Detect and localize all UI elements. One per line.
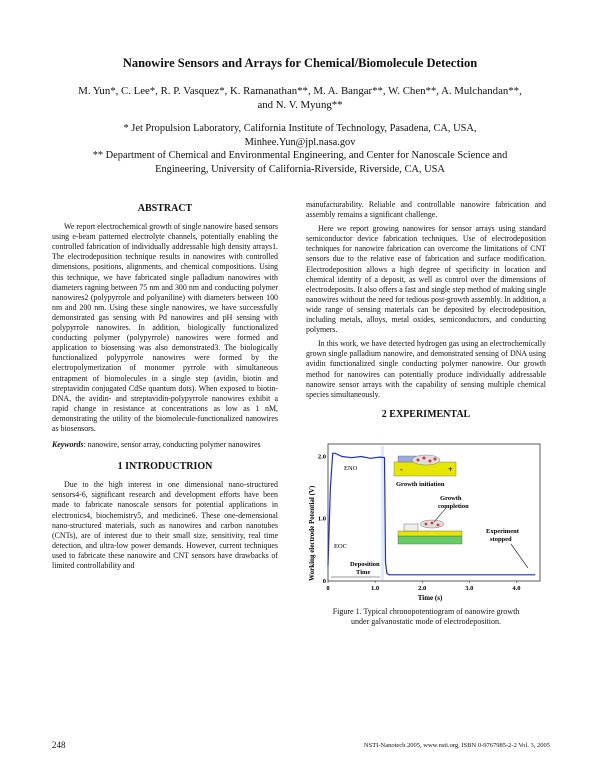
affiliations: [40, 122, 560, 176]
growth-completion-label-2: completion: [438, 502, 469, 510]
affil-1-line-2: Minhee.Yun@jpl.nasa.gov: [244, 136, 356, 148]
minus-sign: -: [400, 464, 403, 474]
y-tick-label: 1.0: [317, 515, 326, 523]
affil-2-line-2: Engineering, University of California-Riverside, Riverside, CA, USA: [155, 163, 445, 175]
deposition-time-label-1: Deposition: [350, 560, 380, 568]
left-column: [52, 200, 278, 575]
eoc-label: EOC: [334, 542, 347, 550]
y-tick-label: 0: [322, 577, 326, 585]
authors-line-2: and N. V. Myung**: [257, 99, 343, 111]
paper-title: Nanowire Sensors and Arrays for Chemical/Biomolecule Detection: [122, 56, 478, 70]
right-para-2: Here we report growing nanowires for sensor arrays using standard semiconductor device fabrication techniques. Use of electrodeposition techniques for nanowire fabrication can overcome the limitations of CNT sensors due to the relative ease of fabrication and surface modification. Electrodeposition allows a high degree of specificity in location and chemical identity of a deposit, as well as control over the dimensions of electrodeposits. It also offers a fast and single step method of making single nanowires without the need for tedious post-growth assembly. In addition, a wide range of sensing materials can be deposited by electrodeposition, including metals, alloys, metal oxides, semiconductors, and conducting polymers.: [306, 224, 546, 335]
x-axis-label: Time (s): [417, 593, 443, 602]
x-tick-label: 3.0: [465, 584, 474, 592]
growth-init-label: Growth initiation: [396, 480, 445, 488]
abstract-heading: ABSTRACT: [137, 203, 193, 214]
y-axis-label: Working electrode Potential (V): [308, 485, 316, 581]
figure-caption-line-2: under galvanostatic mode of electrodeposition.: [351, 616, 501, 626]
right-para-3: In this work, we have detected hydrogen gas using an electrochemically grown single palladium nanowire, and demonstrated sensing of DNA using avidin functionalized single conducting polymer nanowire. Our growth method for nanowires can potentially produce individually addressable nanowire sensor arrays with the capability of sensing multiple chemical species simultaneously.: [306, 339, 546, 399]
deposition-time-label-2: Time: [356, 568, 371, 576]
figure-caption: [306, 607, 546, 627]
x-tick-label: 2.0: [418, 584, 427, 592]
x-tick-label: 1.0: [371, 584, 380, 592]
conference-footer: NSTI-Nanotech 2005, www.nsti.org, ISBN 0-9767985-2-2 Vol. 3, 2005: [363, 742, 550, 749]
experiment-stopped-label-2: stopped: [490, 535, 512, 543]
x-tick-label: 4.0: [512, 584, 521, 592]
right-para-1: manufacturability. Reliable and controllable nanowire fabrication and assembly remains a significant challenge.: [306, 200, 546, 220]
growth-complete-inset: [398, 508, 462, 544]
growth-init-inset: [394, 455, 456, 476]
growth-completion-label-1: Growth: [440, 494, 462, 502]
intro-heading: 1 INTRODUCTRION: [117, 461, 213, 473]
chronopotentiogram-chart: [306, 428, 546, 603]
keywords: [52, 440, 278, 450]
experiment-stopped-label-1: Experiment: [486, 527, 519, 535]
figure-1: [306, 428, 546, 603]
experimental-heading: 2 EXPERIMENTAL: [381, 408, 471, 420]
x-tick-label: 0: [326, 584, 330, 592]
y-tick-label: 2.0: [317, 453, 326, 461]
deposition-region: [381, 446, 384, 580]
authors: [40, 84, 560, 112]
keywords-text: : nanowire, sensor array, conducting polymer nanowires: [83, 440, 261, 450]
affil-1-line-1: * Jet Propulsion Laboratory, California Institute of Technology, Pasadena, CA, USA,: [123, 123, 477, 134]
affil-2-line-1: ** Department of Chemical and Environmental Engineering, and Center for Nanoscale Science and: [92, 150, 508, 161]
page-number: 248: [52, 740, 66, 750]
right-column: [306, 200, 546, 627]
eno-label: ENO: [344, 464, 358, 472]
plus-sign: +: [448, 464, 453, 474]
figure-caption-line-1: Figure 1. Typical chronopotentiogram of nanowire growth: [332, 606, 520, 616]
keywords-label: Keywords: [52, 440, 84, 450]
intro-text: Due to the high interest in one dimensional nano-structured sensors4-6, significant research and development efforts have been made to fabricate nanoscale sensors for potential applications in electronics4, biochemistry5, and medicine6. These one-demensional nano-structured materials, such as nanowires and carbon nanotubes (CNTs), are of interest due to their small size, sensitivity, real time detection, and ultra-low power demands. However, current techniques used to fabricate these nanowire and CNT sensors have drawbacks of limited controllability and: [52, 480, 278, 570]
abstract-text: We report electrochemical growth of single nanowire based sensors using e-beam patterned electrolyte channels, potentially enabling the controlled fabrication of individually addressable high density arrays1. The electrodeposition technique results in nanowires with controlled dimensions, positions, alignments, and chemical compositions. Using this technique, we have fabricated single palladium nanowires with diameters ragning between 75 nm and 300 nm and conducting polymer nanowires2 (polypyrrole and polyaniline) with diameters between 100 nm and 200 nm. Using these single nanowires, we have successfully demonstrated gas sensing with Pd nanowires and pH sensing with polypyrrole nanowires. In addition, biologically functionalized conducting polymer (polypyrrole) nanowires were formed and application to biosensing was also demonstrated3. The biologically functionalized polypyrrole nanowires were formed by the electropolymerization of monomer pyrrole with simultaneous entrapment of biomolecules in a single step (avidin, biotin and streptavidin conjugated CdSe quantum dots). When exposed to biotin-DNA, the avidin- and streptavidin-polypyrrole nanowires exhibit a rapid change in resistance at concentrations as low as 1 nM, demonstrating the utility of the biomolecule-functionalized nanowires as biosensors.: [52, 222, 278, 433]
authors-line-1: M. Yun*, C. Lee*, R. P. Vasquez*, K. Ramanathan**, M. A. Bangar**, W. Chen**, A. Mulchandan**,: [78, 85, 522, 97]
experiment-stopped-arrow: [511, 544, 528, 568]
